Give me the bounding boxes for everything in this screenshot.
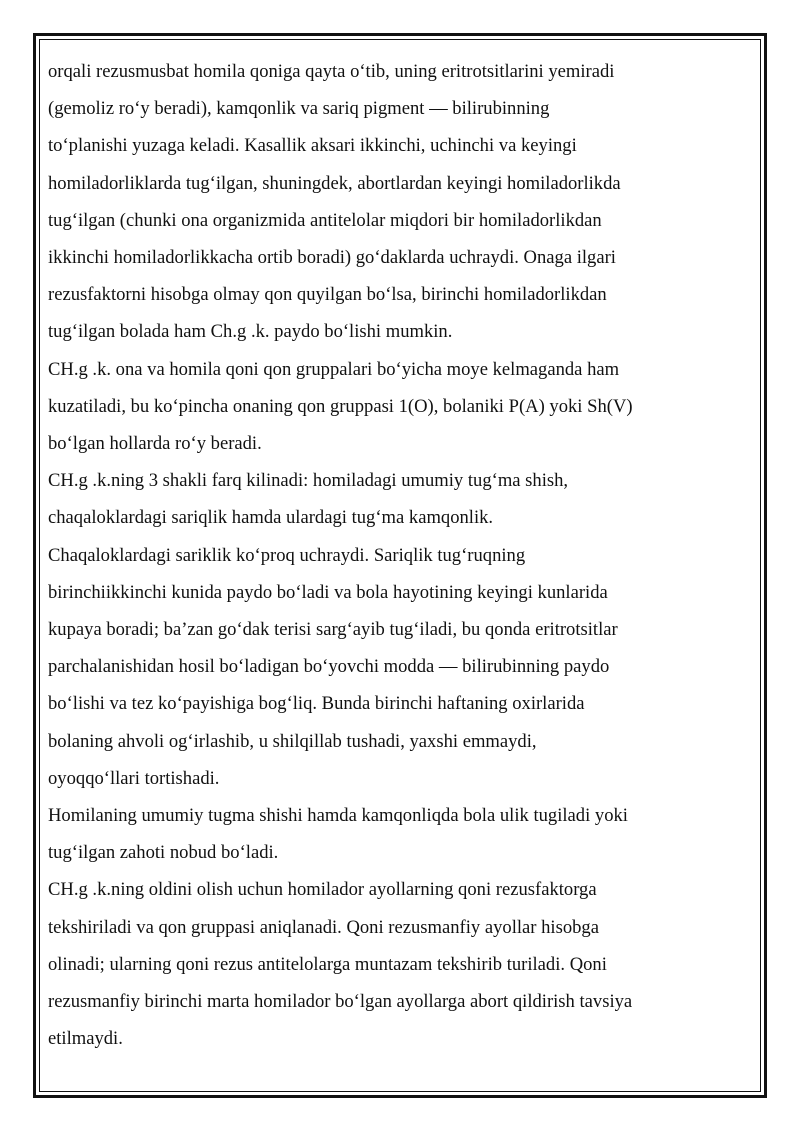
text-line: tekshiriladi va qon gruppasi aniqlanadi. Qoni rezusmanfiy ayollar hisobga	[48, 916, 599, 938]
text-line: oyoqqo‘llari tortishadi.	[48, 767, 220, 789]
text-line: rezusmanfiy birinchi marta homilador bo‘lgan ayollarga abort qildirish tavsiya	[48, 991, 633, 1013]
text-line: olinadi; ularning qoni rezus antitelolarga muntazam tekshirib turiladi. Qoni	[48, 953, 607, 975]
text-line: kuzatiladi, bu ko‘pincha onaning qon gruppasi 1(O), bolaniki P(A) yoki Sh(V)	[48, 395, 633, 417]
text-line: Homilaning umumiy tugma shishi hamda kamqonliqda bola ulik tugiladi yoki	[48, 805, 628, 827]
text-line: tug‘ilgan (chunki ona organizmida antitelolar miqdori bir homiladorlikdan	[48, 209, 602, 231]
text-line: CH.g .k. ona va homila qoni qon gruppalari bo‘yicha moye kelmaganda ham	[48, 358, 620, 380]
text-line: kupaya boradi; ba’zan go‘dak terisi sarg‘ayib tug‘iladi, bu qonda eritrotsitlar	[48, 619, 618, 641]
text-line: bo‘lishi va tez ko‘payishiga bog‘liq. Bunda birinchi haftaning oxirlarida	[48, 693, 585, 715]
text-line: chaqaloklardagi sariqlik hamda ulardagi tug‘ma kamqonlik.	[48, 507, 494, 529]
text-line: Chaqaloklardagi sariklik ko‘proq uchraydi. Sariqlik tug‘ruqning	[48, 544, 526, 566]
text-line: ikkinchi homiladorlikkacha ortib boradi) go‘daklarda uchraydi. Onaga ilgari	[48, 247, 616, 269]
text-line: bo‘lgan hollarda ro‘y beradi.	[48, 433, 262, 455]
document-body	[48, 53, 748, 1057]
text-line: tug‘ilgan zahoti nobud bo‘ladi.	[48, 842, 279, 864]
text-line: homiladorliklarda tug‘ilgan, shuningdek, abortlardan keyingi homiladorlikda	[48, 172, 621, 194]
text-line: CH.g .k.ning 3 shakli farq kilinadi: homiladagi umumiy tug‘ma shish,	[48, 470, 569, 492]
text-line: rezusfaktorni hisobga olmay qon quyilgan bo‘lsa, birinchi homiladorlikdan	[48, 284, 607, 306]
text-line: parchalanishidan hosil bo‘ladigan bo‘yovchi modda — bilirubinning paydo	[48, 656, 610, 678]
text-line: bolaning ahvoli og‘irlashib, u shilqillab tushadi, yaxshi emmaydi,	[48, 730, 537, 752]
text-line: orqali rezusmusbat homila qoniga qayta o‘tib, uning eritrotsitlarini yemiradi	[48, 61, 615, 82]
text-line: etilmaydi.	[48, 1028, 123, 1050]
text-line: to‘planishi yuzaga keladi. Kasallik aksari ikkinchi, uchinchi va keyingi	[48, 135, 577, 157]
text-line: tug‘ilgan bolada ham Ch.g .k. paydo bo‘lishi mumkin.	[48, 321, 453, 343]
text-line: CH.g .k.ning oldini olish uchun homilador ayollarning qoni rezusfaktorga	[48, 879, 597, 901]
text-line: (gemoliz ro‘y beradi), kamqonlik va sariq pigment — bilirubinning	[48, 98, 550, 120]
text-line: birinchiikkinchi kunida paydo bo‘ladi va bola hayotining keyingi kunlarida	[48, 581, 608, 603]
